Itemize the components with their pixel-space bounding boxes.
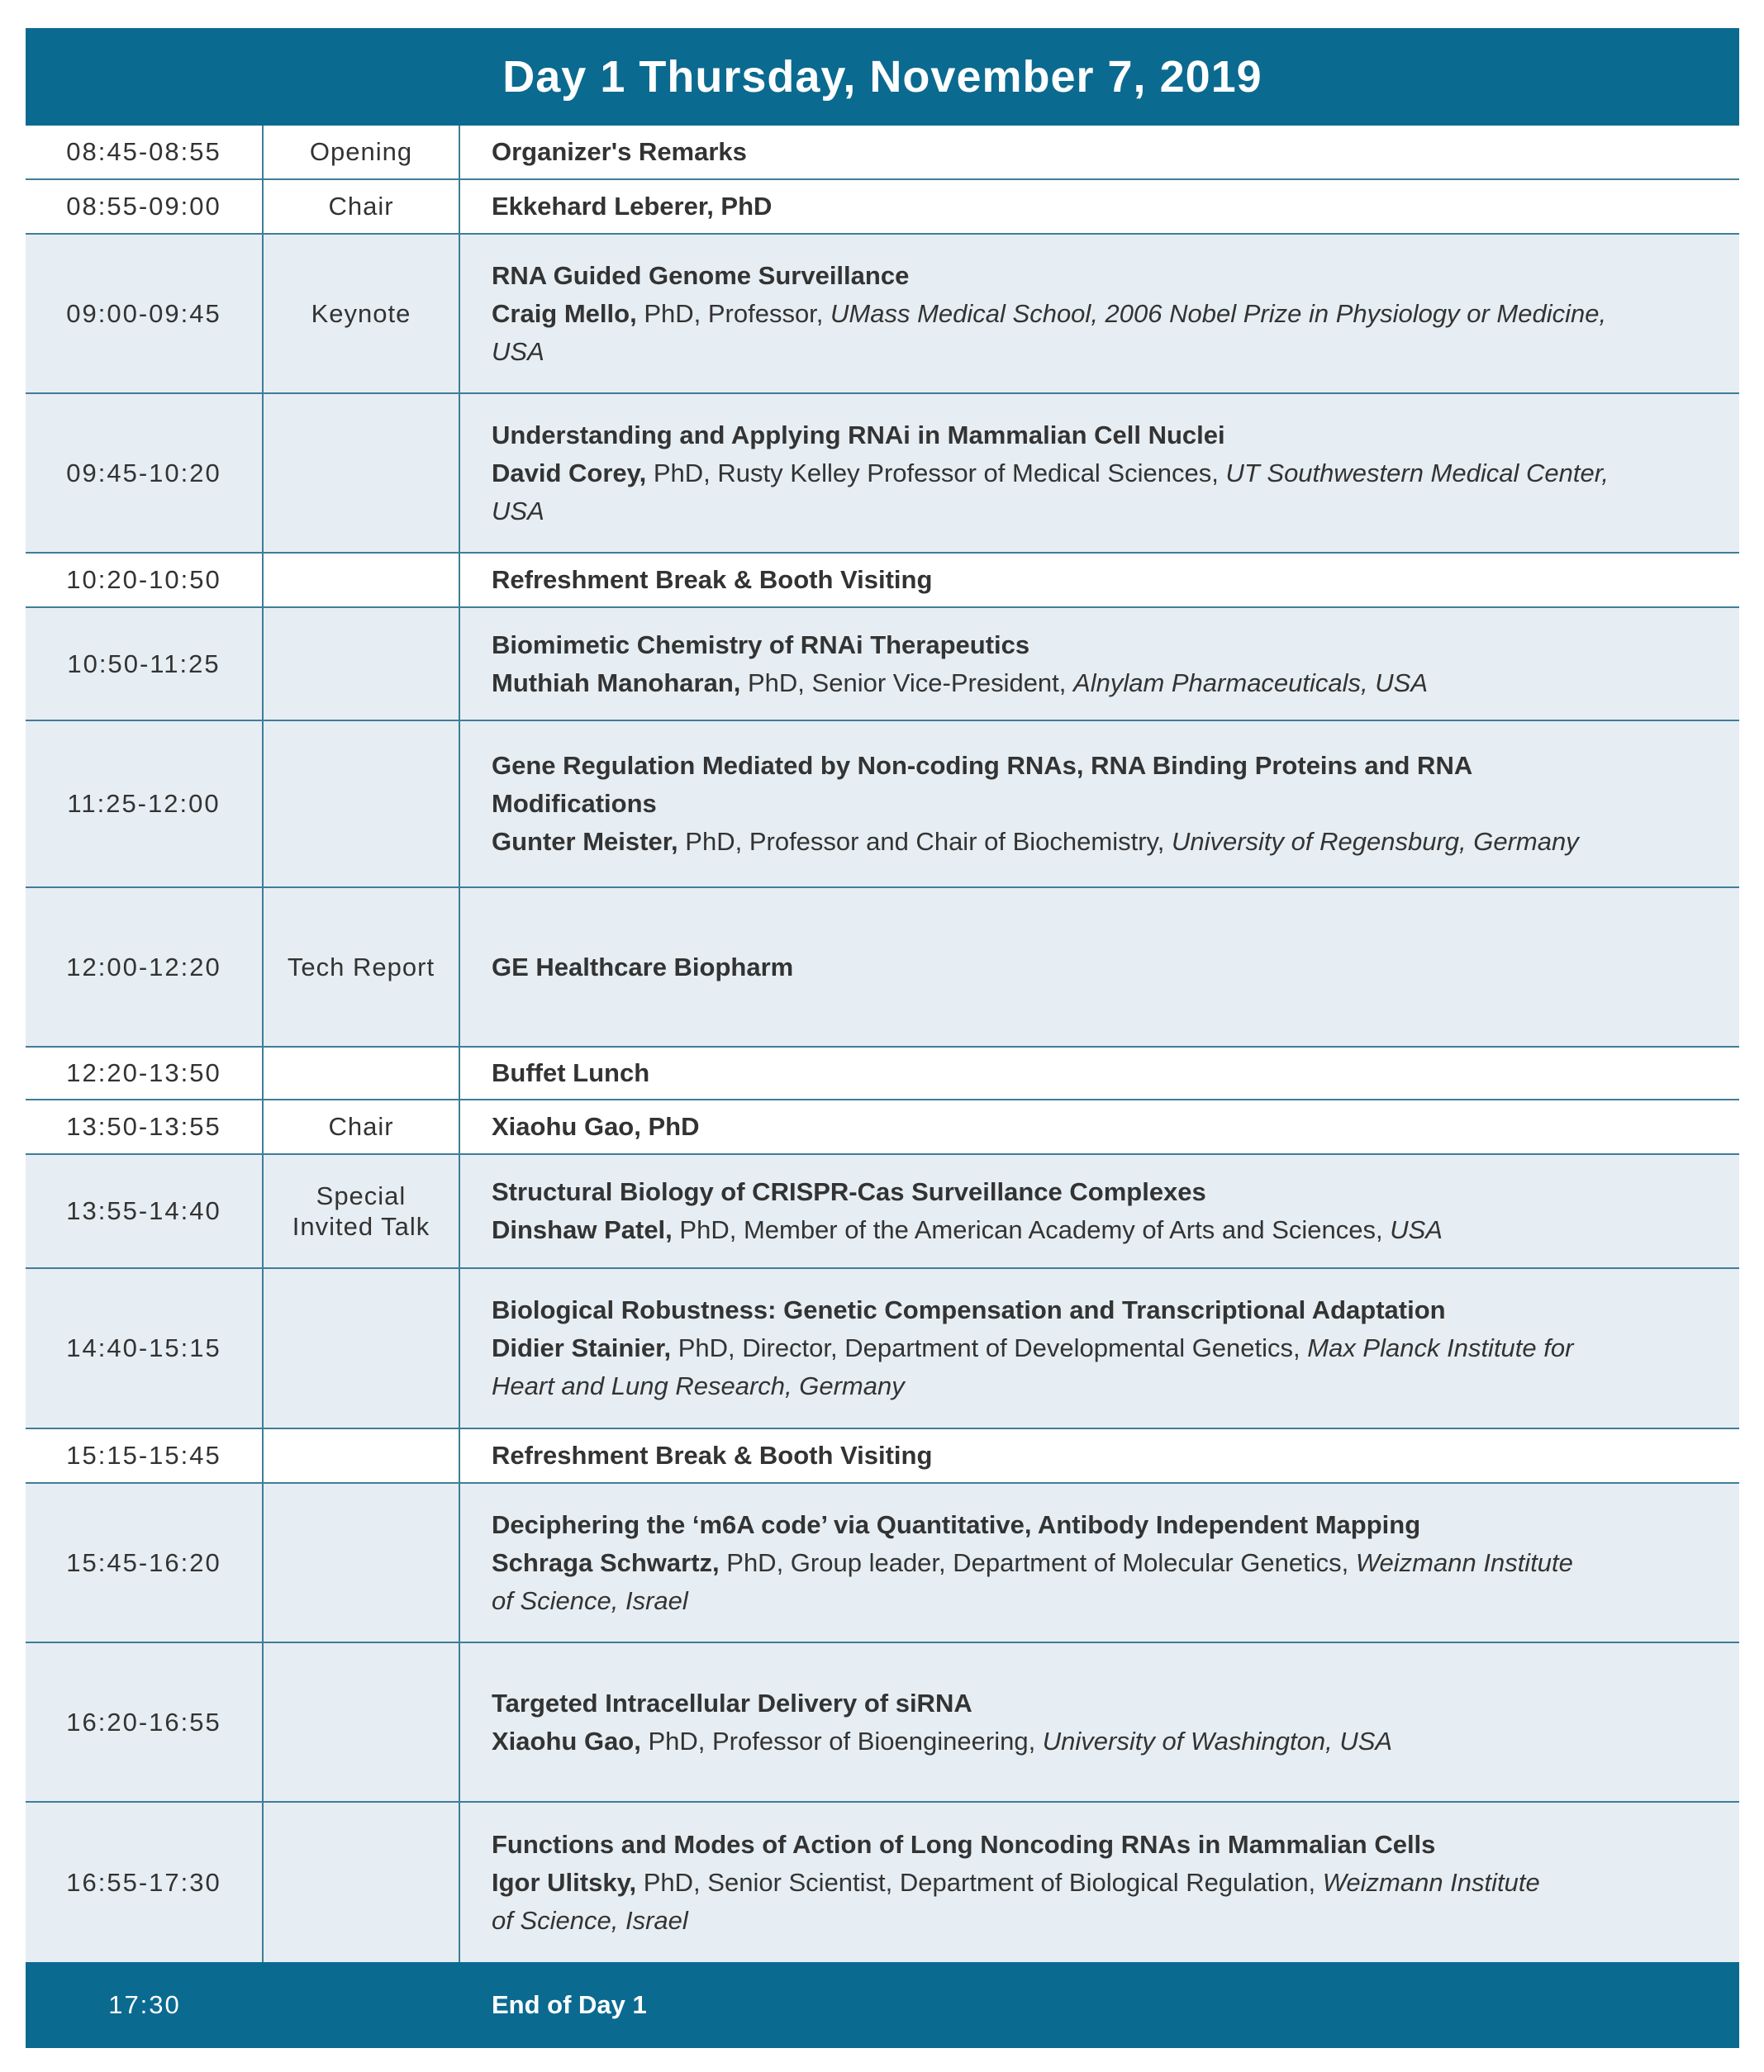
time-cell: 10:20-10:50 [26,554,264,606]
schedule-table [26,28,1739,2048]
speaker-name: Didier Stainier, [492,1333,672,1362]
schedule-row [26,1100,1739,1155]
speaker-name: Muthiah Manoharan, [492,668,741,697]
session-type [264,1269,460,1428]
session-type: Chair [264,1100,460,1153]
speaker-affiliation: University of Washington, USA [1042,1726,1393,1756]
time-cell: 08:55-09:00 [26,180,264,233]
session-type [264,1429,460,1482]
speaker-role: PhD, Rusty Kelley Professor of Medical Sciences, [646,458,1226,487]
session-content [460,394,1739,552]
session-content [460,1100,1739,1153]
session-type: Tech Report [264,888,460,1046]
speaker-role: PhD, Professor and Chair of Biochemistry, [678,827,1172,856]
schedule-row [26,1484,1739,1643]
schedule-row [26,180,1739,235]
speaker-line [492,1544,1690,1620]
speaker-affiliation: UT Southwestern Medical Center, [1225,458,1609,487]
time-cell: 15:45-16:20 [26,1484,264,1642]
time-cell: 12:00-12:20 [26,888,264,1046]
session-title: Organizer's Remarks [492,137,747,166]
session-content [460,126,1739,178]
speaker-role: PhD, Group leader, Department of Molecular Genetics, [719,1547,1356,1577]
session-content [460,721,1739,886]
speaker-line [492,454,1690,530]
session-title: Biomimetic Chemistry of RNAi Therapeutics [492,630,1030,659]
speaker-role: PhD, Professor, [636,298,831,328]
speaker-role: PhD, Professor of Bioengineering, [640,1726,1043,1756]
time-cell: 09:45-10:20 [26,394,264,552]
session-type [264,1048,460,1099]
footer-spacer [264,1962,460,2048]
speaker-affiliation: of Science, Israel [492,1905,688,1935]
speaker-role: PhD, Senior Scientist, Department of Biological Regulation, [636,1867,1323,1897]
schedule-row [26,1643,1739,1803]
session-type: Keynote [264,235,460,392]
time-cell: 16:55-17:30 [26,1803,264,1962]
session-title: Deciphering the ‘m6A code’ via Quantitative, Antibody Independent Mapping [492,1509,1421,1539]
speaker-role: PhD, Director, Department of Developmental Genetics, [671,1333,1308,1362]
speaker-name: Igor Ulitsky, [492,1867,637,1897]
session-content [460,888,1739,1046]
speaker-affiliation: USA [492,336,544,366]
session-title: RNA Guided Genome Surveillance [492,260,910,290]
session-type: Chair [264,180,460,233]
speaker-name: Craig Mello, [492,298,637,328]
session-title: Buffet Lunch [492,1058,650,1087]
speaker-affiliation: Weizmann Institute [1355,1547,1573,1577]
session-type: Opening [264,126,460,178]
speaker-line [492,664,1690,702]
schedule-row [26,888,1739,1048]
chair-name: Xiaohu Gao, PhD [492,1112,700,1141]
time-cell: 09:00-09:45 [26,235,264,392]
speaker-line [492,1864,1690,1940]
session-title: Refreshment Break & Booth Visiting [492,565,933,594]
end-label: End of Day 1 [492,1990,647,2019]
session-type [264,1643,460,1801]
session-content [460,235,1739,392]
schedule-row [26,1155,1739,1269]
session-content [460,1429,1739,1482]
speaker-line [492,1723,1690,1761]
speaker-name: Gunter Meister, [492,827,678,856]
session-type [264,721,460,886]
session-content [460,1269,1739,1428]
time-cell: 13:55-14:40 [26,1155,264,1267]
schedule-row [26,235,1739,394]
schedule-row [26,554,1739,608]
session-title: Targeted Intracellular Delivery of siRNA [492,1688,972,1718]
session-title: Gene Regulation Mediated by Non-coding RNAs, RNA Binding Proteins and RNA [492,751,1473,780]
time-cell: 14:40-15:15 [26,1269,264,1428]
speaker-affiliation: Alnylam Pharmaceuticals, USA [1073,668,1429,697]
speaker-name: David Corey, [492,458,647,487]
speaker-line [492,823,1690,861]
session-title: Functions and Modes of Action of Long Noncoding RNAs in Mammalian Cells [492,1829,1436,1859]
session-content [460,1484,1739,1642]
schedule-row [26,1269,1739,1429]
speaker-affiliation: USA [492,496,544,525]
session-content [460,608,1739,720]
time-cell: 10:50-11:25 [26,608,264,720]
speaker-line [492,295,1690,371]
session-type [264,608,460,720]
session-title: Understanding and Applying RNAi in Mammalian Cell Nuclei [492,420,1225,449]
session-type-line: Special [316,1181,407,1210]
session-content [460,1048,1739,1099]
time-cell: 13:50-13:55 [26,1100,264,1153]
session-type [264,394,460,552]
speaker-name: Schraga Schwartz, [492,1547,720,1577]
speaker-affiliation: UMass Medical School, 2006 Nobel Prize in Physiology or Medicine, [830,298,1607,328]
end-of-day-row [26,1962,1739,2048]
time-cell: 12:20-13:50 [26,1048,264,1099]
session-type-line: Invited Talk [292,1212,430,1241]
session-content [460,180,1739,233]
session-type [264,1484,460,1642]
time-cell: 15:15-15:45 [26,1429,264,1482]
speaker-name: Dinshaw Patel, [492,1215,673,1244]
schedule-row [26,1803,1739,1962]
time-cell: 16:20-16:55 [26,1643,264,1801]
session-title: Biological Robustness: Genetic Compensation and Transcriptional Adaptation [492,1295,1446,1324]
speaker-affiliation: of Science, Israel [492,1585,688,1615]
speaker-affiliation: Heart and Lung Research, Germany [492,1371,905,1400]
session-title: Modifications [492,789,657,818]
session-content [460,1643,1739,1801]
session-type [264,1155,460,1267]
day-title: Day 1 Thursday, November 7, 2019 [26,28,1739,126]
speaker-affiliation: University of Regensburg, Germany [1171,827,1579,856]
session-content [460,1155,1739,1267]
speaker-role: PhD, Senior Vice-President, [740,668,1074,697]
speaker-affiliation: USA [1390,1215,1443,1244]
time-cell: 11:25-12:00 [26,721,264,886]
session-content [460,1803,1739,1962]
session-content [460,554,1739,606]
speaker-affiliation: Weizmann Institute [1322,1867,1540,1897]
schedule-row [26,608,1739,721]
schedule-row [26,126,1739,180]
session-title: GE Healthcare Biopharm [492,952,794,981]
schedule-row [26,394,1739,554]
end-time: 17:30 [108,1990,181,2019]
speaker-affiliation: Max Planck Institute for [1307,1333,1574,1362]
schedule-row [26,721,1739,888]
session-title: Refreshment Break & Booth Visiting [492,1441,933,1470]
speaker-name: Xiaohu Gao, [492,1726,641,1756]
schedule-row [26,1048,1739,1100]
session-type [264,554,460,606]
session-title: Structural Biology of CRISPR-Cas Surveillance Complexes [492,1177,1206,1206]
chair-name: Ekkehard Leberer, PhD [492,192,773,221]
schedule-row [26,1429,1739,1484]
speaker-line [492,1329,1690,1405]
speaker-role: PhD, Member of the American Academy of Arts and Sciences, [672,1215,1391,1244]
speaker-line [492,1211,1690,1249]
session-type [264,1803,460,1962]
time-cell: 08:45-08:55 [26,126,264,178]
